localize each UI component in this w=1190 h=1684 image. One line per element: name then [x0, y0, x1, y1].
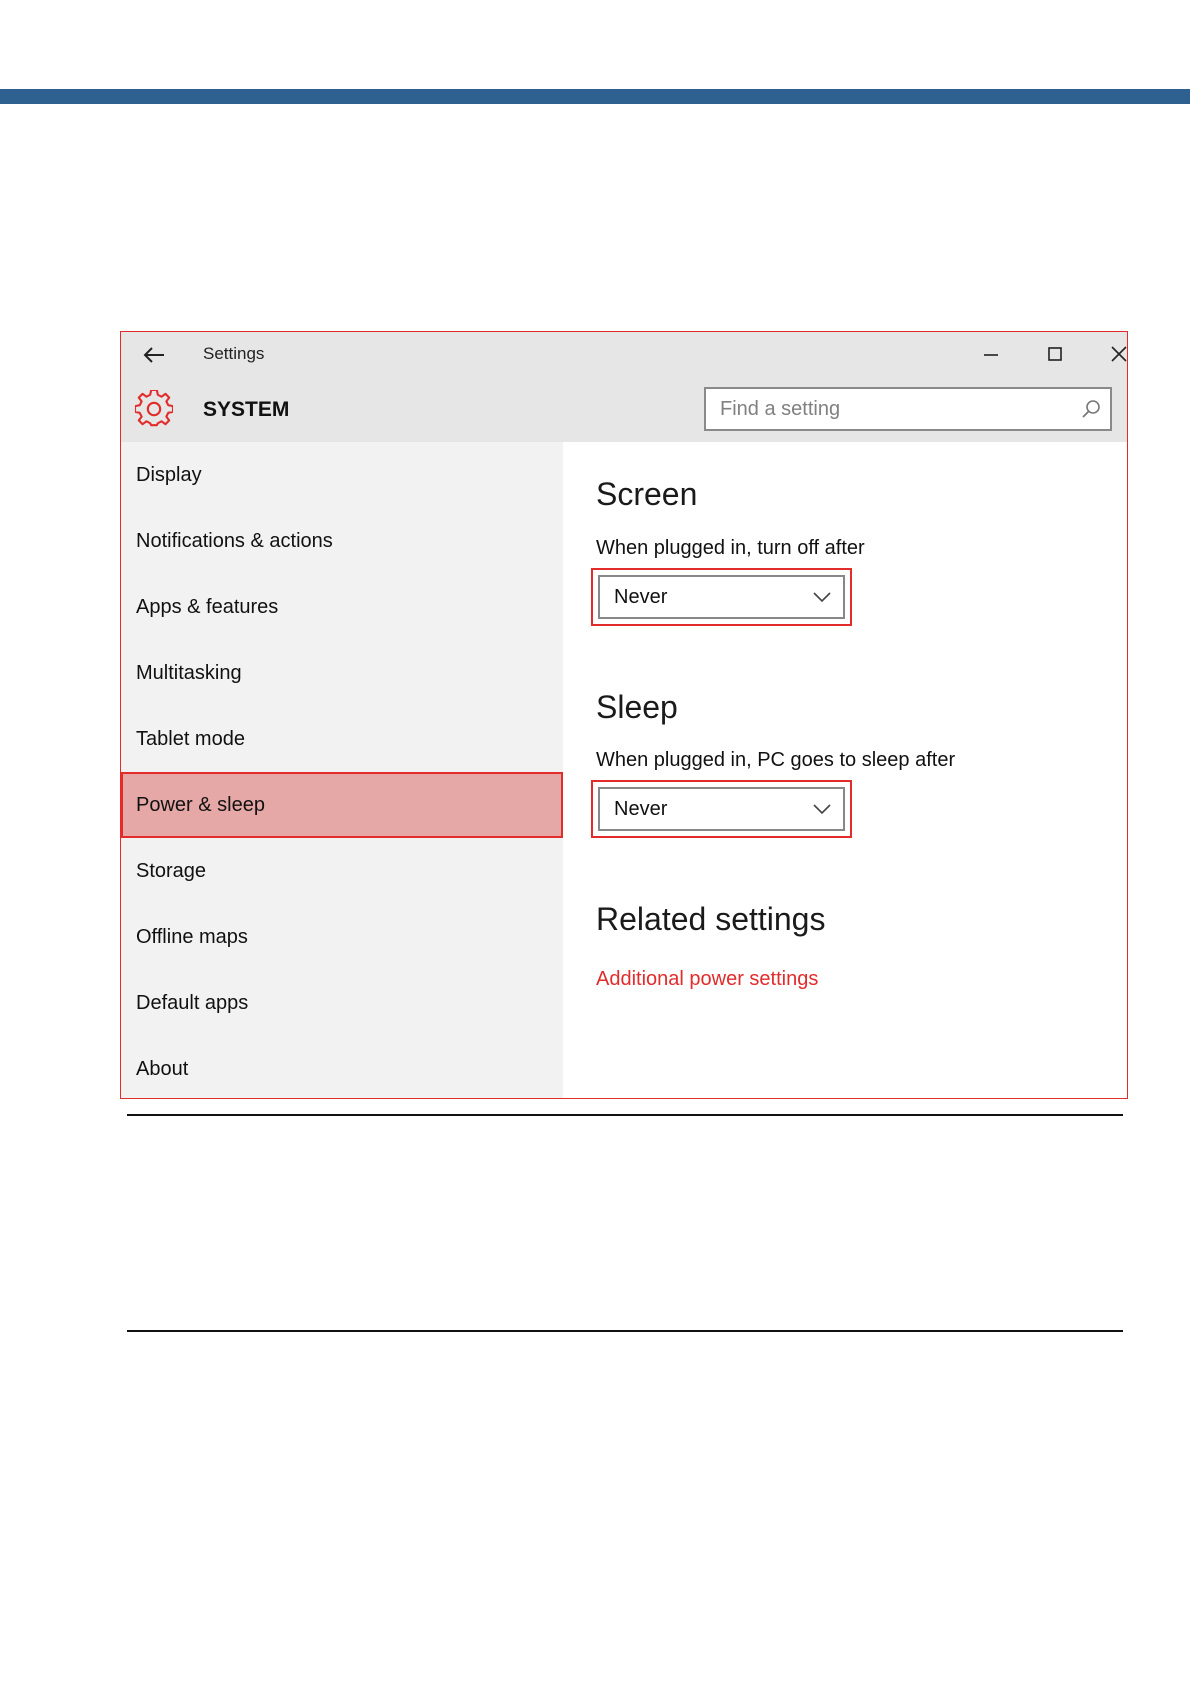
- screen-label: When plugged in, turn off after: [596, 537, 865, 559]
- search-input[interactable]: [706, 389, 1080, 429]
- sidebar-item-label: About: [136, 1057, 189, 1080]
- chevron-down-icon: [813, 589, 831, 605]
- sidebar-item-label: Apps & features: [136, 595, 279, 618]
- screen-timeout-dropdown[interactable]: [598, 575, 845, 619]
- additional-power-settings-link[interactable]: Additional power settings: [596, 968, 819, 990]
- sidebar-item-label: Offline maps: [136, 925, 248, 948]
- sidebar-item-label: Power & sleep: [136, 793, 265, 816]
- main-content: [563, 442, 1128, 1099]
- sidebar-item-about[interactable]: [121, 1036, 563, 1099]
- sleep-heading: Sleep: [596, 689, 678, 725]
- related-settings-heading: Related settings: [596, 901, 826, 937]
- screen-dropdown-highlight: [591, 568, 852, 626]
- back-button[interactable]: [139, 340, 169, 370]
- sidebar-item-label: Tablet mode: [136, 727, 245, 750]
- title-bar: [121, 332, 1127, 442]
- sidebar-item-tablet-mode[interactable]: [121, 706, 563, 772]
- gear-icon: [135, 390, 173, 428]
- settings-window: [120, 331, 1128, 1099]
- divider-bottom: [127, 1330, 1123, 1332]
- sleep-label: When plugged in, PC goes to sleep after: [596, 749, 956, 771]
- header-bar: [0, 89, 1190, 104]
- sidebar-item-power-sleep[interactable]: [121, 772, 563, 838]
- sidebar-item-label: Display: [136, 463, 202, 486]
- dropdown-value: Never: [614, 585, 668, 608]
- sidebar: [121, 442, 563, 1099]
- window-title: Settings: [203, 344, 265, 363]
- maximize-icon: [1047, 346, 1063, 362]
- sidebar-item-label: Notifications & actions: [136, 529, 333, 552]
- sidebar-item-label: Multitasking: [136, 661, 242, 684]
- minimize-button[interactable]: [969, 338, 1013, 370]
- close-icon: [1110, 345, 1128, 363]
- sidebar-item-multitasking[interactable]: [121, 640, 563, 706]
- sidebar-item-default-apps[interactable]: [121, 970, 563, 1036]
- divider-top: [127, 1114, 1123, 1116]
- sleep-timeout-dropdown[interactable]: [598, 787, 845, 831]
- back-arrow-icon: [143, 346, 165, 364]
- search-box[interactable]: [704, 387, 1112, 431]
- minimize-icon: [983, 346, 999, 362]
- section-title: SYSTEM: [203, 398, 290, 421]
- sleep-dropdown-highlight: [591, 780, 852, 838]
- sidebar-item-offline-maps[interactable]: [121, 904, 563, 970]
- sidebar-item-notifications[interactable]: [121, 508, 563, 574]
- close-button[interactable]: [1097, 338, 1128, 370]
- chevron-down-icon: [813, 801, 831, 817]
- sidebar-item-storage[interactable]: [121, 838, 563, 904]
- sidebar-item-label: Storage: [136, 859, 207, 882]
- screen-heading: Screen: [596, 476, 698, 512]
- search-icon[interactable]: [1080, 398, 1102, 420]
- sidebar-item-label: Default apps: [136, 991, 249, 1014]
- dropdown-value: Never: [614, 797, 668, 820]
- sidebar-item-display[interactable]: [121, 442, 563, 508]
- sidebar-item-apps-features[interactable]: [121, 574, 563, 640]
- maximize-button[interactable]: [1033, 338, 1077, 370]
